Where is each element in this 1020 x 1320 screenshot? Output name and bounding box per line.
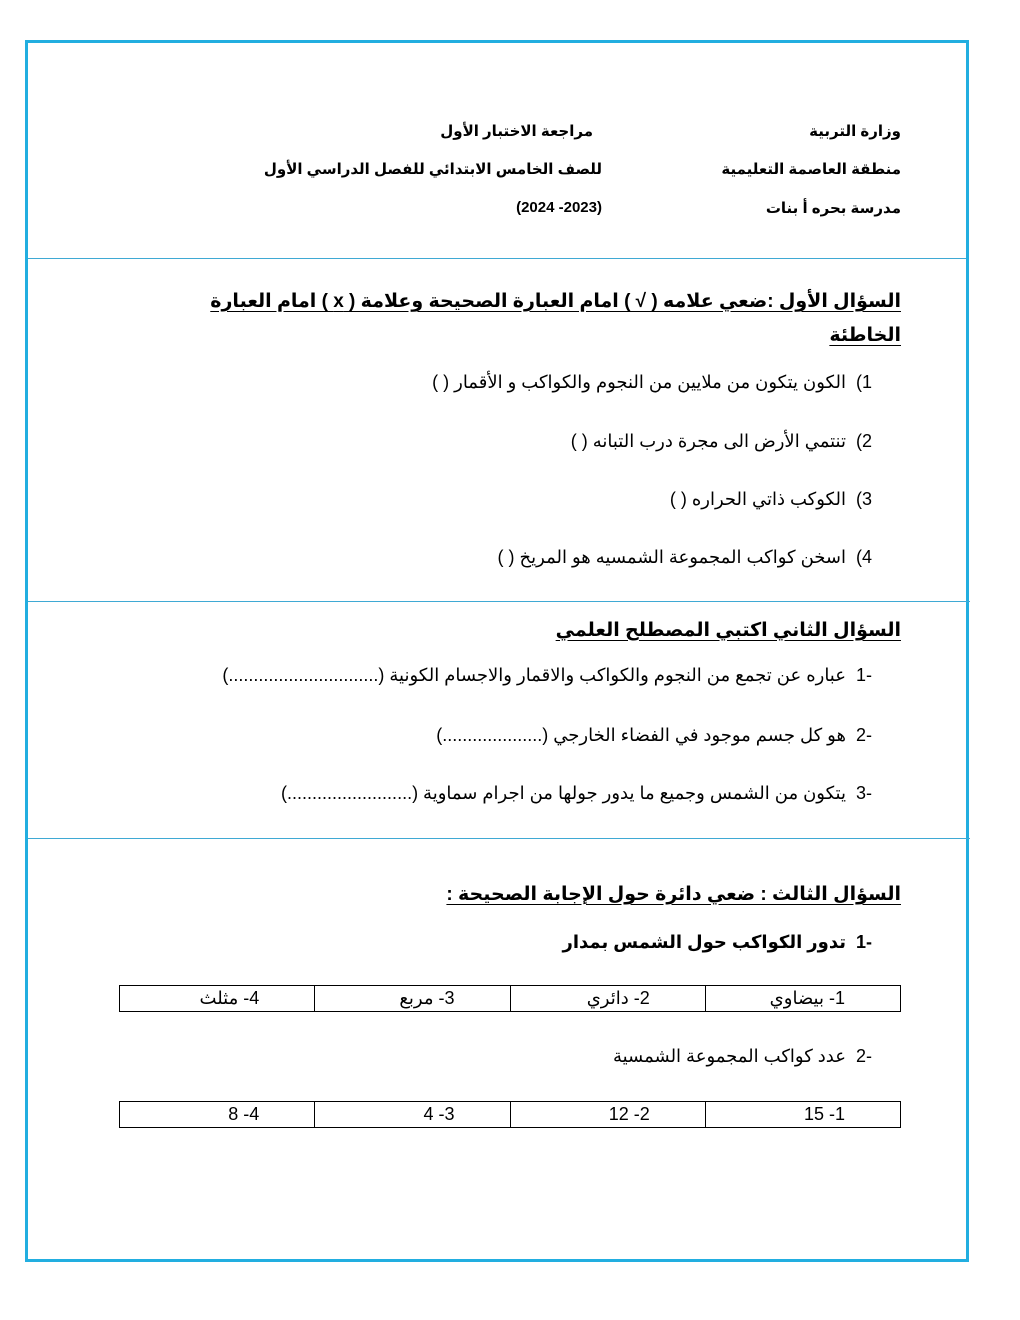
item-text: عدد كواكب المجموعة الشمسية xyxy=(612,1046,846,1066)
item-number: -1 xyxy=(855,665,872,685)
options-table-1 xyxy=(119,985,901,1012)
question-3-title: السؤال الثالث : ضعي دائرة حول الإجابة الصحيحة : xyxy=(446,884,901,905)
item-number: -2 xyxy=(855,1046,872,1066)
region-name: منطقة العاصمة التعليمية xyxy=(721,161,901,178)
option-text: 1- بيضاوي xyxy=(769,988,845,1008)
question-2-title: السؤال الثاني اكتبي المصطلح العلمي xyxy=(555,620,901,641)
question-1-item xyxy=(571,431,872,452)
ministry-name: وزارة التربية xyxy=(809,123,901,140)
page-border xyxy=(25,40,969,1262)
item-number: 3) xyxy=(855,489,872,509)
item-text: الكون يتكون من ملايين من النجوم والكواكب و الأقمار ( ) xyxy=(432,372,846,392)
item-text: اسخن كواكب المجموعة الشمسيه هو المريخ ( ) xyxy=(497,547,846,567)
question-1-item xyxy=(670,489,872,510)
divider xyxy=(28,258,966,259)
item-text: عباره عن تجمع من النجوم والكواكب والاقمار والاجسام الكونية (..............................) xyxy=(222,665,846,685)
school-year: (2023- 2024) xyxy=(516,199,602,216)
options-table-2 xyxy=(119,1101,901,1128)
option-text: 1- 15 xyxy=(803,1104,845,1124)
item-number: -3 xyxy=(855,783,872,803)
item-number: 1) xyxy=(855,372,872,392)
item-text: الكوكب ذاتي الحراره ( ) xyxy=(669,489,846,509)
item-text: تدور الكواكب حول الشمس بمدار xyxy=(562,932,846,952)
item-text: يتكون من الشمس وجميع ما يدور جولها من اجرام سماوية (.........................) xyxy=(281,783,846,803)
question-2-item xyxy=(222,665,872,686)
grade-label: للصف الخامس الابتدائي للفصل الدراسي الأول xyxy=(263,161,602,178)
item-number: -1 xyxy=(855,932,872,952)
option-cell[interactable] xyxy=(510,1102,705,1128)
option-cell[interactable] xyxy=(510,986,705,1012)
item-text: هو كل جسم موجود في الفضاء الخارجي (....................) xyxy=(436,725,846,745)
divider xyxy=(28,838,970,839)
option-cell[interactable] xyxy=(120,1102,315,1128)
item-text: تنتمي الأرض الى مجرة درب التبانه ( ) xyxy=(570,431,846,451)
option-text: 3- 4 xyxy=(423,1104,455,1124)
question-1-title-cont: الخاطئة xyxy=(829,325,901,346)
item-number: 4) xyxy=(855,547,872,567)
item-number: -2 xyxy=(855,725,872,745)
option-text: 2- 12 xyxy=(608,1104,650,1124)
question-1-item xyxy=(432,372,872,393)
option-cell[interactable] xyxy=(120,986,315,1012)
option-cell[interactable] xyxy=(315,1102,510,1128)
exam-title: مراجعة الاختبار الأول xyxy=(440,123,593,140)
option-cell[interactable] xyxy=(705,986,900,1012)
divider xyxy=(28,601,970,602)
question-1-title: السؤال الأول :ضعي علامه ( √ ) امام العبارة الصحيحة وعلامة ( x ) امام العبارة xyxy=(210,291,901,312)
question-2-item xyxy=(281,783,872,804)
option-cell[interactable] xyxy=(315,986,510,1012)
school-name: مدرسة بحره أ بنات xyxy=(765,200,901,217)
option-text: 4- مثلث xyxy=(199,988,260,1008)
option-text: 2- دائري xyxy=(586,988,650,1008)
question-3-sub-2 xyxy=(613,1046,872,1067)
option-cell[interactable] xyxy=(705,1102,900,1128)
option-text: 4- 8 xyxy=(228,1104,260,1124)
question-2-item xyxy=(436,725,872,746)
option-text: 3- مربع xyxy=(399,988,455,1008)
question-3-sub-1 xyxy=(563,932,873,953)
item-number: 2) xyxy=(855,431,872,451)
question-1-item xyxy=(498,547,872,568)
